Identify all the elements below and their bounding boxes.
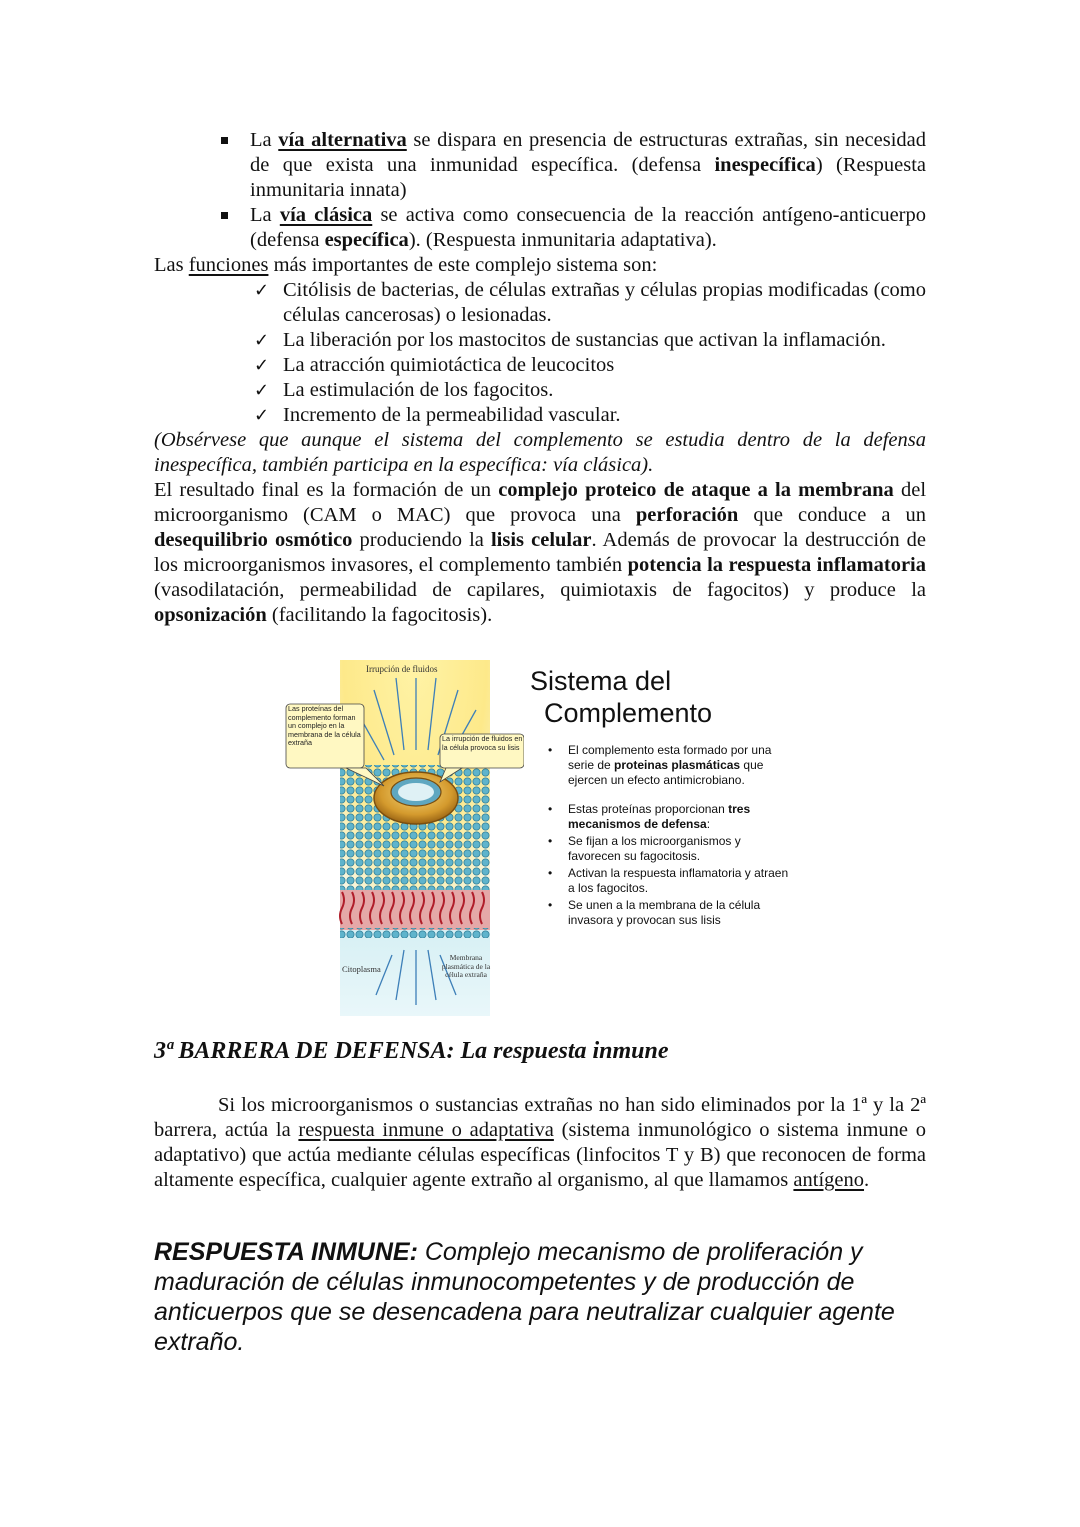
term-respuesta-inmune: respuesta inmune o adaptativa: [298, 1119, 554, 1141]
bullet-dot-icon: •: [548, 866, 553, 880]
checkmark-icon: ✓: [254, 405, 270, 426]
term-via-alternativa: vía alternativa: [278, 129, 407, 151]
summary-item: • Estas proteínas proporcionan tres mecanismos de defensa:: [548, 802, 751, 831]
bullet-dot-icon: •: [548, 802, 553, 816]
mac-pore-ring: [374, 772, 458, 824]
term-antigeno: antígeno: [793, 1169, 865, 1191]
function-item: ✓ Citólisis de bacterias, de células extrañas y células propias modificadas (como células cancerosas) o lesionadas.: [254, 279, 926, 326]
label-cytoplasm: Citoplasma: [342, 964, 381, 974]
note-paragraph: (Obsérvese que aunque el sistema del complemento se estudia dentro de la defensa inespecífica, también participa en la específica: vía clásica).: [154, 429, 926, 476]
bold-term: inespecífica: [714, 154, 816, 176]
bullet-text: ). (Respuesta inmunitaria adaptativa).: [408, 229, 717, 251]
functions-intro: Las funciones más importantes de este complejo sistema son:: [154, 254, 658, 276]
complement-summary-box: [530, 665, 790, 930]
function-item: ✓ La liberación por los mastocitos de sustancias que activan la inflamación.: [254, 329, 886, 351]
bullet-text: se activa como consecuencia de la reacción antígeno-anticuerpo (defensa: [250, 204, 927, 251]
square-bullet-icon: [221, 212, 228, 219]
term-funciones: funciones: [188, 254, 269, 276]
function-item: ✓ La atracción quimiotáctica de leucocitos: [254, 354, 615, 376]
mac-illustration: [256, 660, 524, 1016]
definition-text: Complejo mecanismo de proliferación y maduración de células inmunocompetentes y de producción de anticuerpos que se desencadena para neutralizar cualquier agente extraño.: [154, 1238, 895, 1356]
checkmark-icon: ✓: [254, 355, 270, 376]
function-item: ✓ Incremento de la permeabilidad vascular.: [254, 404, 621, 426]
immune-response-paragraph: Si los microorganismos o sustancias extrañas no han sido eliminados por la 1ª y la 2ª barrera, actúa la respuesta inmune o adaptativa (sistema inmunológico o sistema inmune o adaptativo) que actúa mediante células específicas (linfocitos T y B) que reconocen de forma altamente específica, cualquier agente extraño al organismo, al que llamamos antígeno.: [154, 1094, 926, 1191]
square-bullet-icon: [221, 137, 228, 144]
summary-item: • Se unen a la membrana de la célula invasora y provocan sus lisis: [548, 898, 761, 927]
mac-diagram: [256, 660, 524, 1016]
definition-block: [154, 1237, 934, 1357]
summary-list: [530, 743, 790, 928]
bullet-dot-icon: •: [548, 834, 553, 848]
lipid-bilayer-inner: [340, 928, 490, 938]
summary-item: • El complemento esta formado por una serie de proteinas plasmáticas que ejercen un efecto antimicrobiano.: [548, 743, 772, 787]
bullet-text: se dispara en presencia de estructuras extrañas, sin necesidad de que exista una inmunidad específica. (defensa: [250, 129, 927, 176]
bold-term: específica: [324, 229, 409, 251]
checkmark-icon: ✓: [254, 330, 270, 351]
summary-item: • Activan la respuesta inflamatoria y atraen a los fagocitos.: [548, 866, 789, 895]
function-item: ✓ La estimulación de los fagocitos.: [254, 379, 554, 401]
summary-item: • Se fijan a los microorganismos y favorecen su fagocitosis.: [548, 834, 741, 863]
bullet-dot-icon: •: [548, 898, 553, 912]
summary-title: Sistema del Complemento: [530, 666, 713, 728]
bullet-via-alternativa: [154, 128, 926, 203]
upper-text-block: [154, 128, 926, 628]
label-top: Irrupción de fluidos: [366, 664, 438, 674]
term-via-clasica: vía clásica: [279, 204, 373, 226]
bullet-text: La: [250, 204, 280, 226]
bullet-text: ) (Respuesta inmunitaria innata): [250, 154, 927, 201]
bullet-via-clasica: [154, 203, 926, 253]
section-heading: 3ª BARRERA DE DEFENSA: La respuesta inmune: [154, 1038, 669, 1064]
functions-list: [154, 278, 926, 428]
callout-left-text: Las proteínas del complemento forman un complejo en la membrana de la célula extraña: [288, 705, 361, 747]
lipid-tails: [340, 890, 490, 930]
label-membrane: Membrana plasmática de la célula extraña: [441, 954, 491, 979]
bullet-dot-icon: •: [548, 743, 553, 757]
checkmark-icon: ✓: [254, 380, 270, 401]
definition-term: RESPUESTA INMUNE:: [154, 1238, 418, 1266]
result-paragraph: El resultado final es la formación de un complejo proteico de ataque a la membrana del microorganismo (CAM o MAC) que provoca una perforación que conduce a un desequilibrio osmótico produciendo la lisis celular. Además de provocar la destrucción de los microorganismos invasores, el complemento también potencia la respuesta inflamatoria (vasodilatación, permeabilidad de capilares, quimiotaxis de fagocitos) y produce la opsonización (facilitando la fagocitosis).: [154, 479, 927, 626]
callout-right-text: La irrupción de fluidos en la célula provoca su lisis: [442, 735, 523, 752]
checkmark-icon: ✓: [254, 280, 270, 301]
bullet-text: La: [250, 129, 279, 151]
